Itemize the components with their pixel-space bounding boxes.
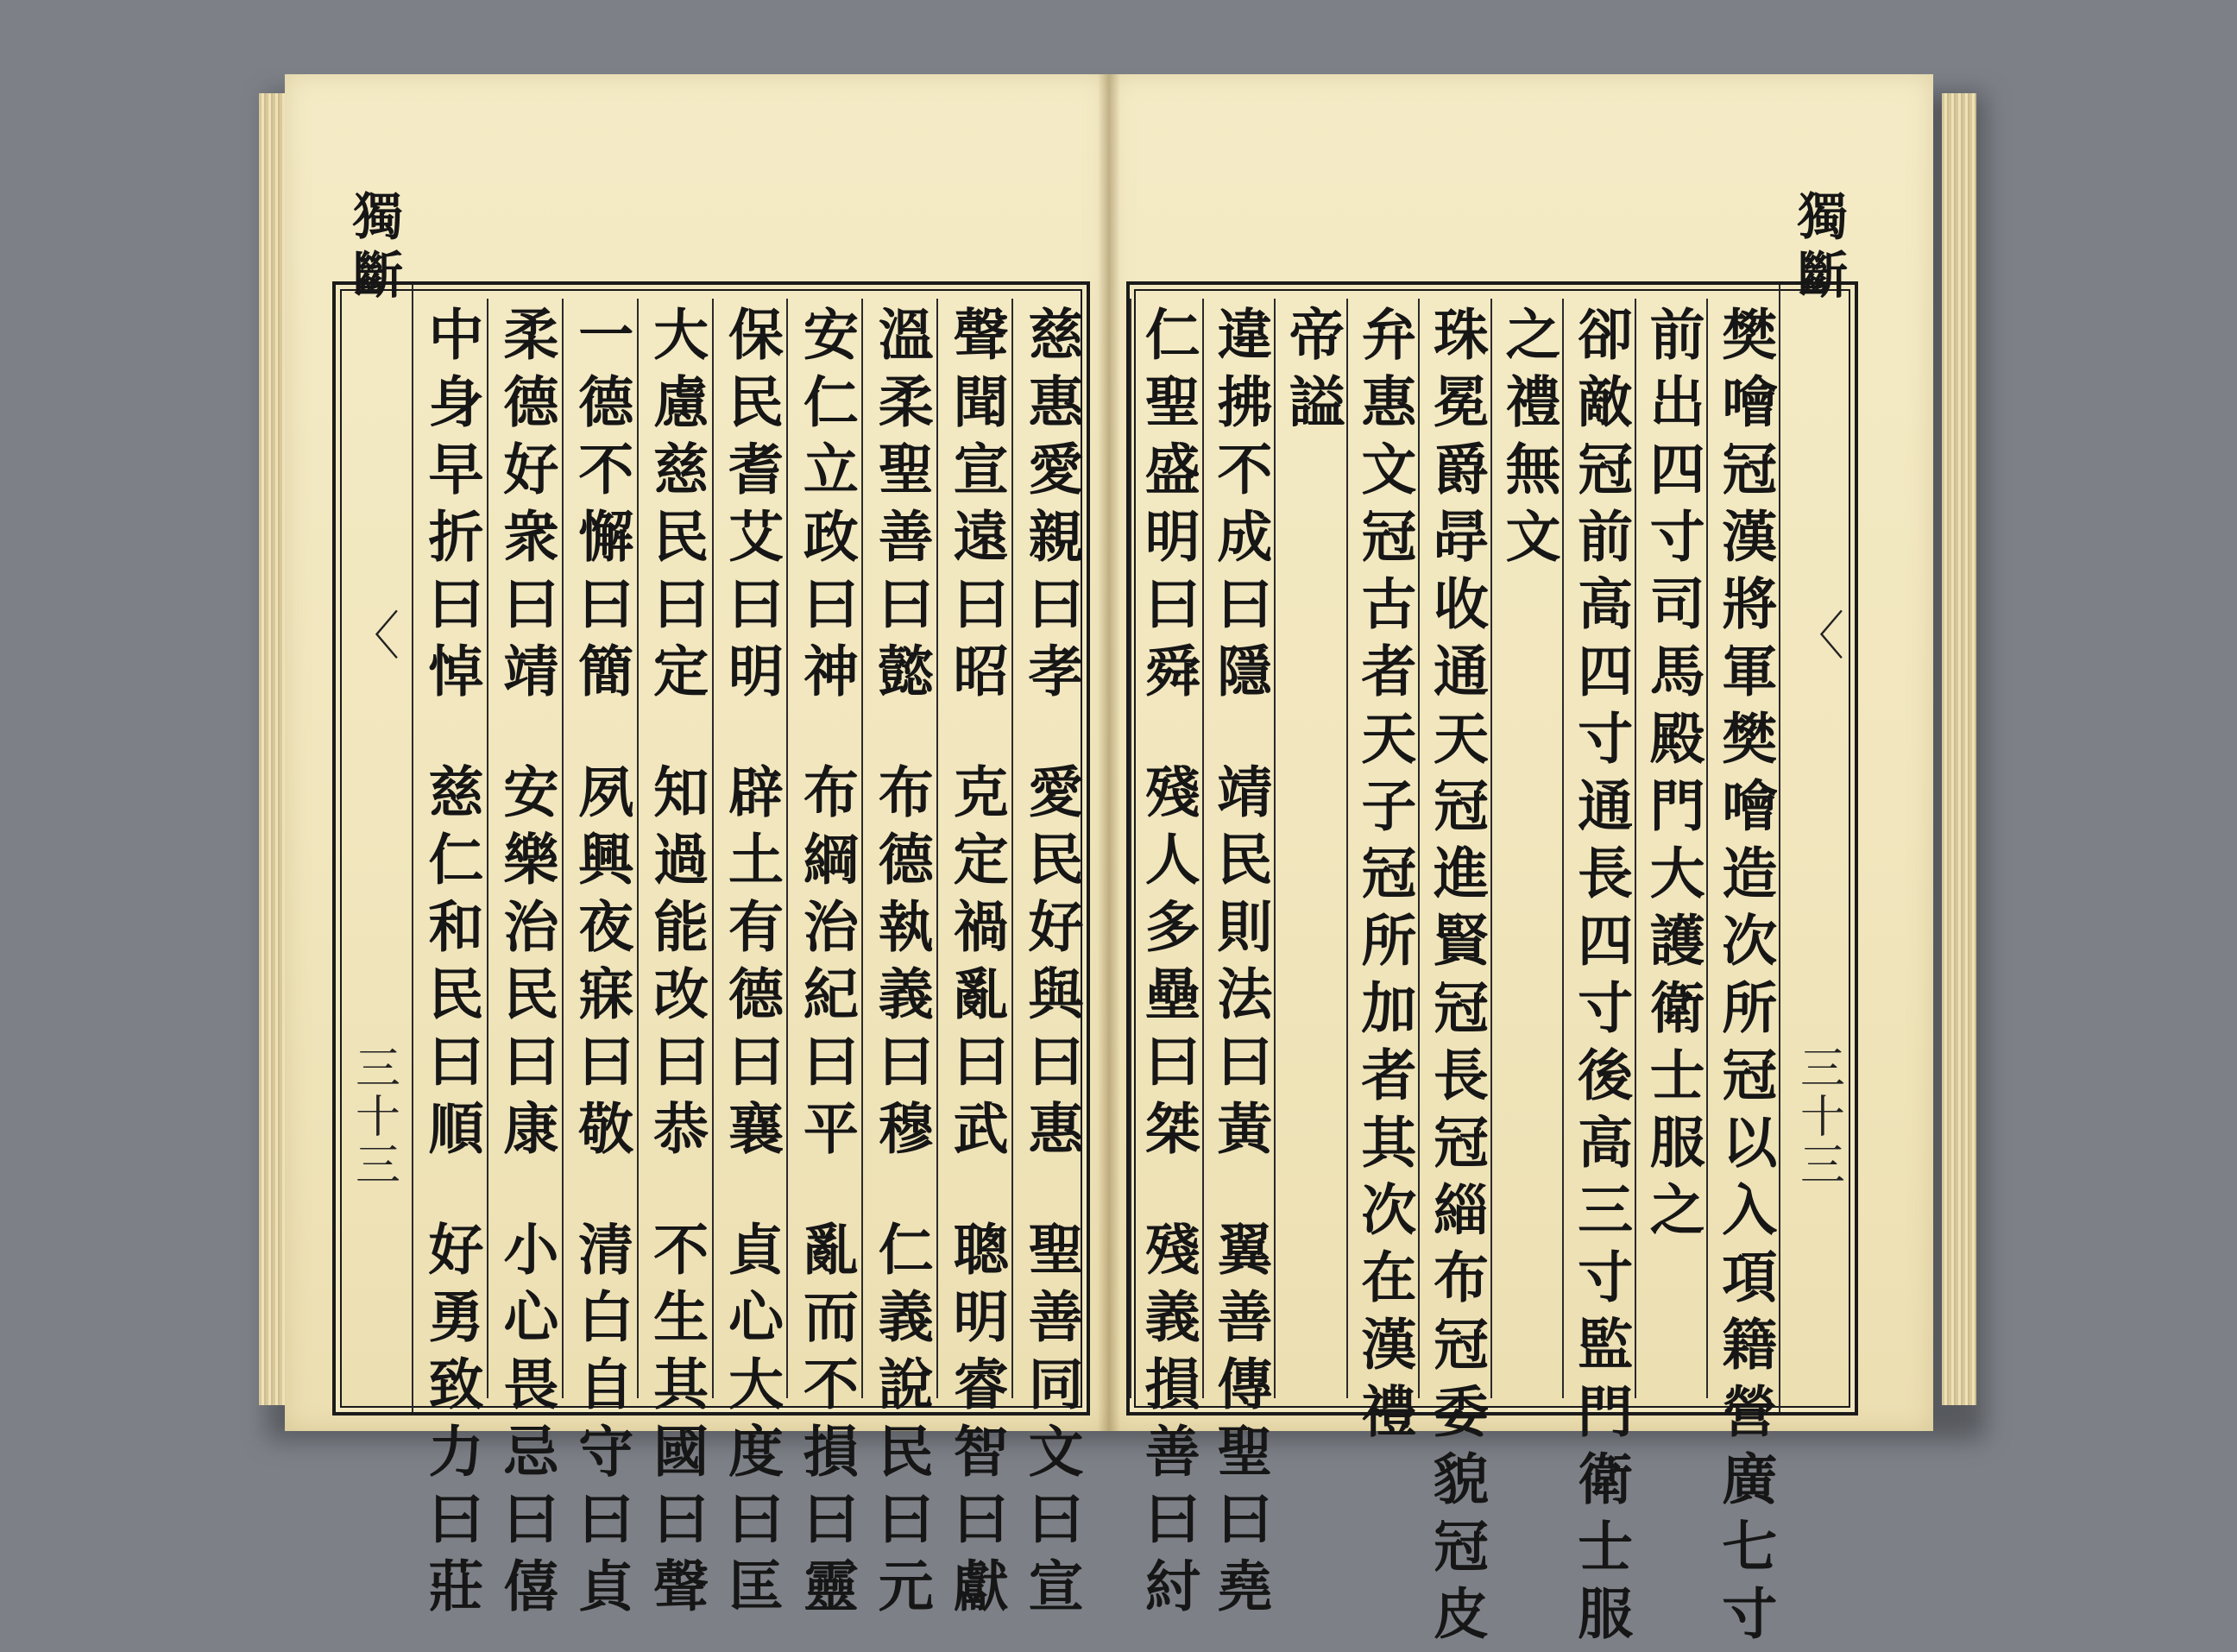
text-column — [786, 299, 863, 1624]
text-column — [487, 299, 564, 1624]
text-phrase: 殘人多壘曰桀 — [1135, 763, 1200, 1167]
text-column — [637, 299, 714, 1624]
text-column — [936, 299, 1013, 1624]
text-phrase: 溫柔聖善曰懿 — [868, 306, 934, 709]
text-phrase: 愛民好與曰惠 — [1018, 763, 1084, 1167]
open-book — [259, 67, 1976, 1652]
left-text-block — [332, 190, 1090, 1624]
text-column — [712, 299, 789, 1624]
fold-title: 獨斷 — [1789, 190, 1848, 307]
text-phrase: 布綱治紀曰平 — [793, 763, 859, 1167]
text-phrase: 翼善傳聖曰堯 — [1207, 1220, 1273, 1624]
text-phrase: 好勇致力曰莊 — [419, 1220, 484, 1624]
text-phrase: 辟土有德曰襄 — [718, 763, 784, 1167]
text-column — [1011, 299, 1088, 1624]
right-page-stack — [1942, 93, 1976, 1405]
text-phrase: 前出四寸司馬殿門大護衛士服之 — [1640, 306, 1705, 1248]
text-phrase: 貞心大度曰匡 — [718, 1220, 784, 1624]
text-column — [1418, 299, 1492, 1652]
text-phrase: 知過能改曰恭 — [644, 763, 709, 1167]
fold-margin — [336, 190, 413, 1412]
text-column — [1562, 299, 1636, 1652]
text-phrase: 克定禍亂曰武 — [943, 763, 1009, 1167]
text-phrase: 之禮無文 — [1496, 306, 1561, 575]
text-phrase: 靖民則法曰黃 — [1207, 763, 1273, 1167]
text-column — [1635, 299, 1709, 1398]
text-phrase: 中身早折曰悼 — [419, 306, 484, 709]
book-gutter — [1098, 74, 1120, 1431]
text-phrase: 仁聖盛明曰舜 — [1135, 306, 1200, 709]
page-number: 三十三 — [347, 1044, 400, 1189]
fold-title: 獨斷 — [344, 190, 403, 307]
text-phrase: 慈仁和民曰順 — [419, 763, 484, 1167]
left-page — [285, 74, 1109, 1624]
text-phrase: 慈惠愛親曰孝 — [1018, 306, 1084, 709]
text-phrase: 卻敵冠前高四寸通長四寸後高三寸監門衛士服 — [1568, 306, 1634, 1652]
text-column — [1346, 299, 1421, 1450]
text-phrase: 一德不懈曰簡 — [569, 306, 634, 709]
text-phrase: 保民耆艾曰明 — [718, 306, 784, 709]
text-column — [1490, 299, 1565, 1398]
text-phrase: 清白自守曰貞 — [569, 1220, 634, 1624]
fold-mark: 〈 — [348, 607, 400, 667]
text-phrase: 柔德好衆曰靖 — [494, 306, 559, 709]
text-phrase: 安仁立政曰神 — [793, 306, 859, 709]
text-phrase: 仁義說民曰元 — [868, 1220, 934, 1624]
text-column — [1202, 299, 1276, 1624]
text-column — [861, 299, 938, 1624]
right-text-block — [1126, 190, 1858, 1652]
text-phrase: 珠冕爵冔收通天冠進賢冠長冠緇布冠委貌冠皮 — [1423, 306, 1489, 1652]
text-column — [1130, 299, 1204, 1624]
text-column — [1274, 299, 1348, 1398]
text-phrase: 樊噲冠漢將軍樊噲造次所冠以入項籍營廣七寸 — [1712, 306, 1778, 1652]
text-phrase: 安樂治民曰康 — [494, 763, 559, 1167]
text-phrase: 大慮慈民曰定 — [644, 306, 709, 709]
text-phrase: 帝謚 — [1279, 306, 1345, 440]
right-page — [1109, 74, 1933, 1652]
text-phrase: 違拂不成曰隱 — [1207, 306, 1273, 709]
text-phrase: 聰明睿智曰獻 — [943, 1220, 1009, 1624]
text-column — [412, 299, 488, 1624]
text-phrase: 夙興夜寐曰敬 — [569, 763, 634, 1167]
text-phrase: 弁惠文冠古者天子冠所加者其次在漢禮 — [1352, 306, 1417, 1450]
text-phrase: 聖善同文曰宣 — [1018, 1220, 1084, 1624]
text-phrase: 殘義損善曰紂 — [1135, 1220, 1200, 1624]
text-column — [562, 299, 639, 1624]
text-column — [1706, 299, 1780, 1652]
text-phrase: 布德執義曰穆 — [868, 763, 934, 1167]
text-phrase: 不生其國曰聲 — [644, 1220, 709, 1624]
page-number: 三十三 — [1792, 1044, 1844, 1189]
text-phrase: 小心畏忌曰僖 — [494, 1220, 559, 1624]
fold-mark: 〈 — [1793, 607, 1844, 667]
text-phrase: 聲聞宣遠曰昭 — [943, 306, 1009, 709]
text-phrase: 亂而不損曰靈 — [793, 1220, 859, 1624]
fold-margin — [1779, 190, 1856, 1412]
